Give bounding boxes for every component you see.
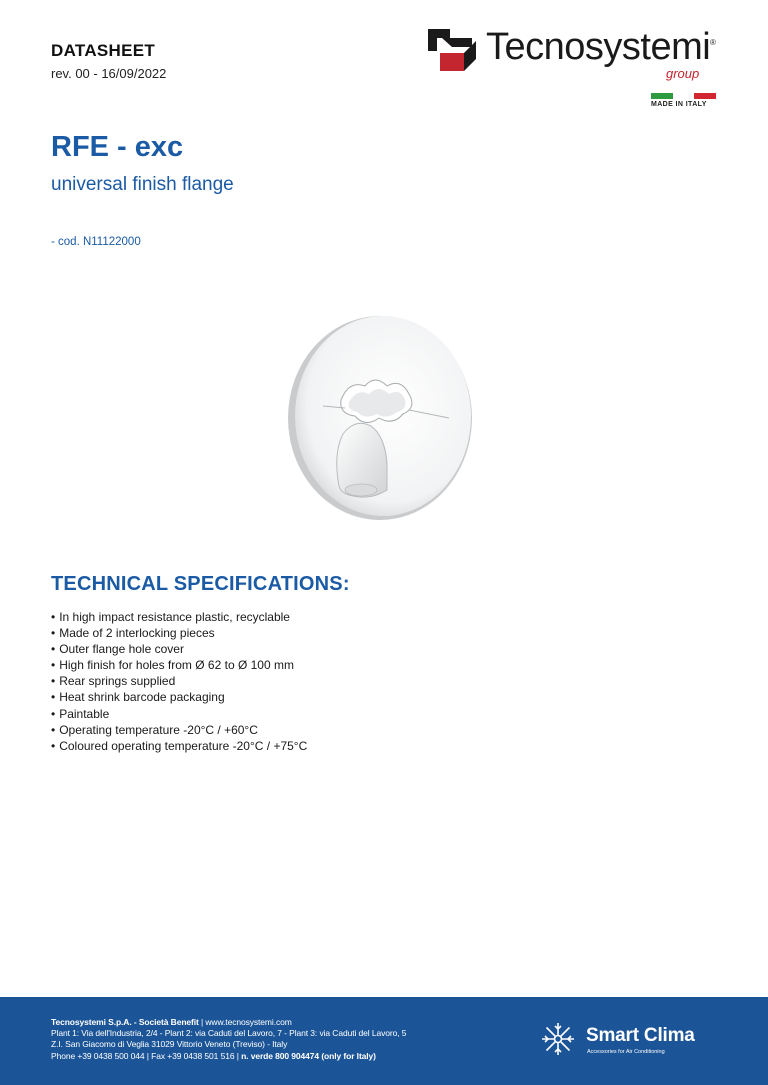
product-code: - cod. N11122000 <box>51 236 141 248</box>
flag-green <box>651 93 673 99</box>
document-type: DATASHEET <box>51 41 156 60</box>
product-subtitle: universal finish flange <box>51 174 234 195</box>
toll-free-number: n. verde 800 904474 (only for Italy) <box>241 1050 376 1061</box>
italy-flag <box>651 93 716 99</box>
brand-logo <box>428 26 728 82</box>
phone-fax: Phone +39 0438 500 044 | Fax +39 0438 501 516 | <box>51 1050 242 1061</box>
list-item: • Heat shrink barcode packaging <box>51 689 307 705</box>
made-in-italy-label: MADE IN ITALY <box>651 101 707 108</box>
product-title: RFE - exc <box>51 131 184 163</box>
specs-title: TECHNICAL SPECIFICATIONS: <box>51 573 350 595</box>
specs-list <box>51 609 307 754</box>
list-item: • Outer flange hole cover <box>51 641 307 657</box>
plants-address: Plant 1: Via dell'Industria, 2/4 - Plant 2: via Caduti del Lavoro, 7 - Plant 3: via Caduti del Lavoro, 5 <box>51 1028 407 1039</box>
partner-tagline: Accessories for Air Conditioning <box>587 1049 665 1055</box>
list-item: • High finish for holes from Ø 62 to Ø 100 mm <box>51 657 307 673</box>
website-link[interactable]: | www.tecnosystemi.com <box>198 1017 292 1027</box>
tecnosystemi-logo-icon <box>428 29 478 71</box>
smart-clima-logo <box>540 1021 730 1061</box>
registered-mark: ® <box>710 38 716 47</box>
list-item: • Coloured operating temperature -20°C / +75°C <box>51 738 307 754</box>
footer <box>0 997 768 1085</box>
list-item: • Made of 2 interlocking pieces <box>51 625 307 641</box>
snowflake-icon <box>540 1021 576 1057</box>
list-item: • Rear springs supplied <box>51 673 307 689</box>
brand-group: group <box>666 66 700 81</box>
flag-white <box>673 93 694 99</box>
city-address: Z.I. San Giacomo di Veglia 31029 Vittorio Veneto (Treviso) - Italy <box>51 1039 288 1050</box>
partner-name: Smart Clima <box>586 1025 695 1046</box>
flag-red <box>694 93 716 99</box>
list-item: • Paintable <box>51 706 307 722</box>
list-item: • In high impact resistance plastic, recyclable <box>51 609 307 625</box>
footer-contact <box>51 1017 406 1062</box>
company-name: Tecnosystemi S.p.A. - Società Benefit <box>51 1017 199 1027</box>
list-item: • Operating temperature -20°C / +60°C <box>51 722 307 738</box>
product-image <box>283 314 473 524</box>
revision-date: rev. 00 - 16/09/2022 <box>51 66 167 81</box>
brand-name: Tecnosystemi <box>486 26 711 68</box>
